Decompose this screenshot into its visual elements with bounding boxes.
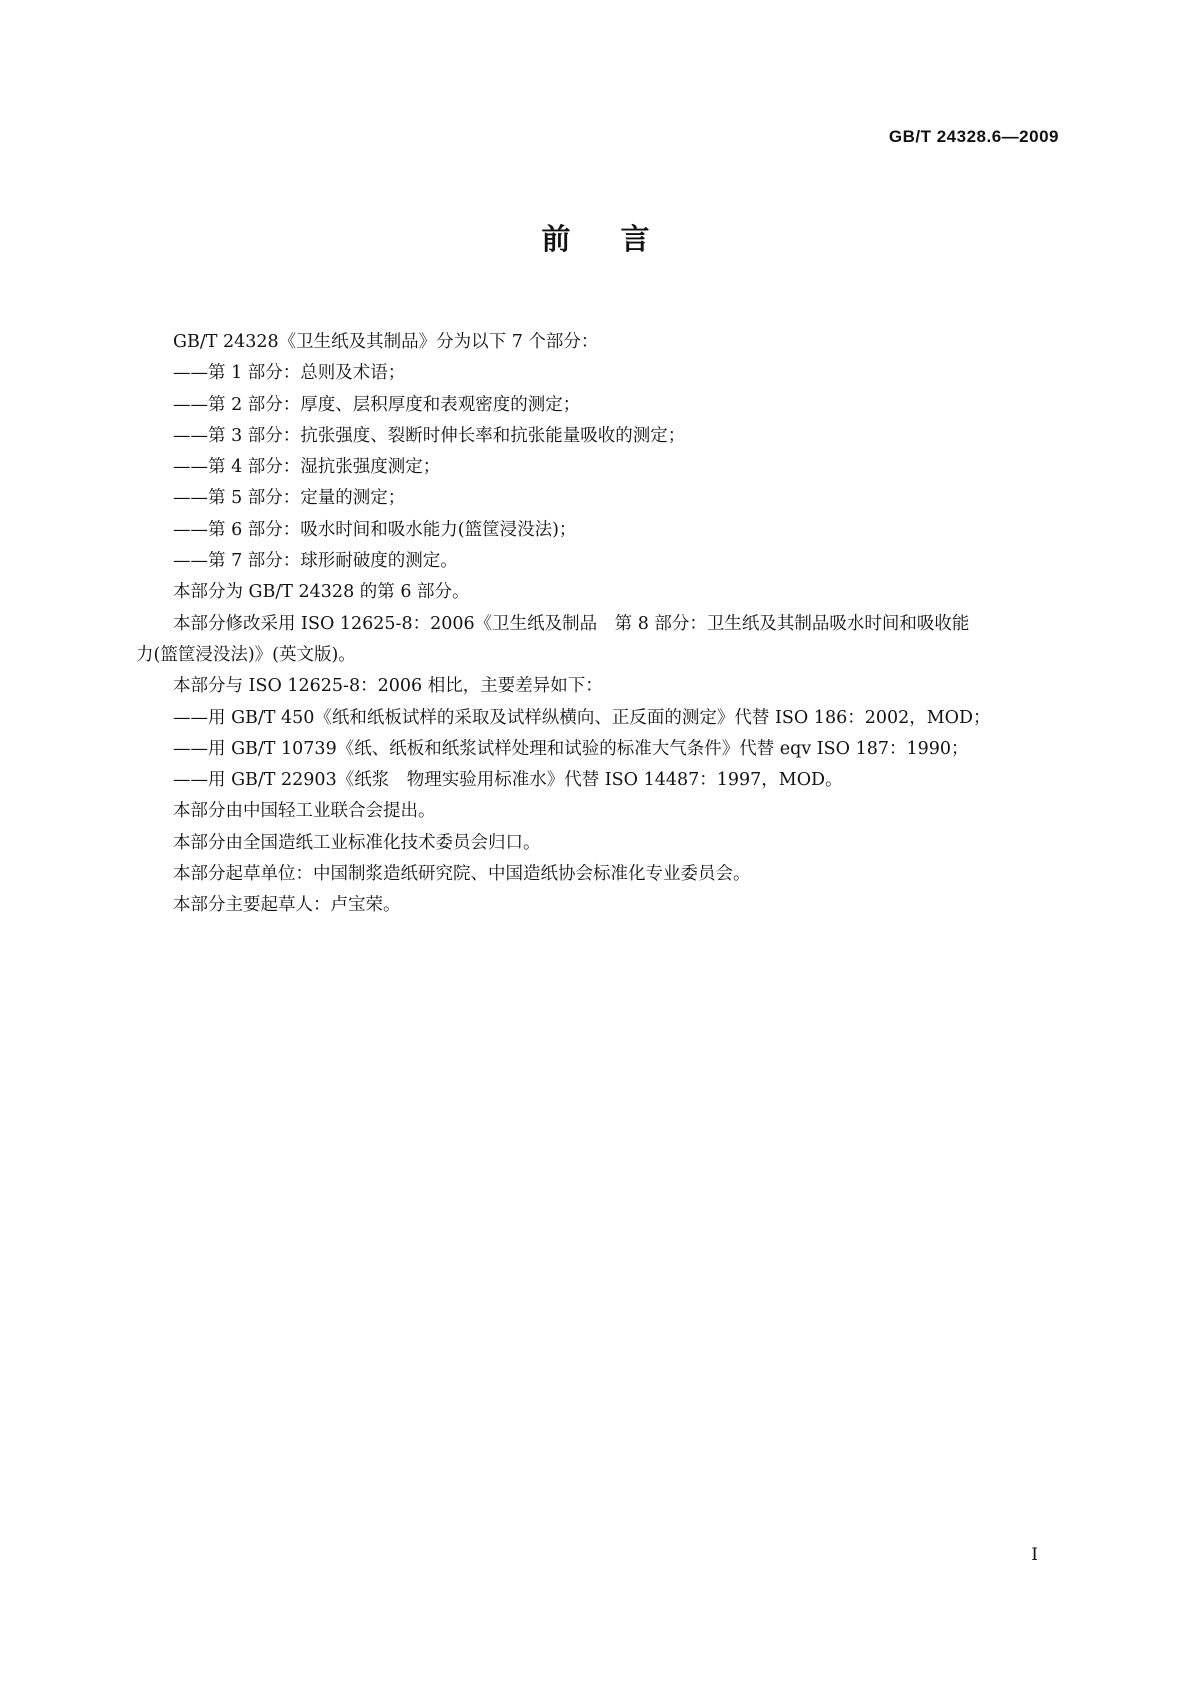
paragraph: 本部分由中国轻工业联合会提出。 [173, 801, 436, 822]
list-item: ——第 2 部分：厚度、层积厚度和表观密度的测定； [173, 394, 581, 415]
paragraph-continuation: 力(篮筐浸没法)》(英文版)。 [136, 644, 356, 665]
list-item: ——用 GB/T 450《纸和纸板试样的采取及试样纵横向、正反面的测定》代替 ISO 186：2002，MOD； [173, 707, 991, 728]
paragraph: 本部分修改采用 ISO 12625-8：2006《卫生纸及制品 第 8 部分：卫生纸及其制品吸水时间和吸收能 [173, 613, 970, 634]
list-item: ——第 7 部分：球形耐破度的测定。 [173, 551, 458, 572]
list-item: ——第 3 部分：抗张强度、裂断时伸长率和抗张能量吸收的测定； [173, 425, 686, 446]
list-item: ——用 GB/T 10739《纸、纸板和纸浆试样处理和试验的标准大气条件》代替 eqv ISO 187：1990； [173, 738, 969, 759]
page-title: 前言 [541, 222, 700, 256]
list-item: ——第 5 部分：定量的测定； [173, 488, 406, 509]
page-number: I [1031, 1545, 1038, 1565]
foreword-body [136, 327, 1056, 922]
paragraph: 本部分与 ISO 12625-8：2006 相比，主要差异如下： [173, 676, 603, 697]
standard-code: GB/T 24328.6—2009 [888, 127, 1059, 146]
paragraph: 本部分主要起草人：卢宝荣。 [173, 895, 401, 916]
paragraph: GB/T 24328《卫生纸及其制品》分为以下 7 个部分： [173, 332, 599, 352]
list-item: ——第 4 部分：湿抗张强度测定； [173, 457, 441, 478]
list-item: ——用 GB/T 22903《纸浆 物理实验用标准水》代替 ISO 14487：1997，MOD。 [173, 770, 843, 791]
list-item: ——第 6 部分：吸水时间和吸水能力(篮筐浸没法)； [173, 519, 577, 540]
paragraph: 本部分起草单位：中国制浆造纸研究院、中国造纸协会标准化专业委员会。 [173, 864, 751, 885]
list-item: ——第 1 部分：总则及术语； [173, 363, 406, 384]
paragraph: 本部分为 GB/T 24328 的第 6 部分。 [173, 582, 470, 603]
paragraph: 本部分由全国造纸工业标准化技术委员会归口。 [173, 832, 541, 853]
